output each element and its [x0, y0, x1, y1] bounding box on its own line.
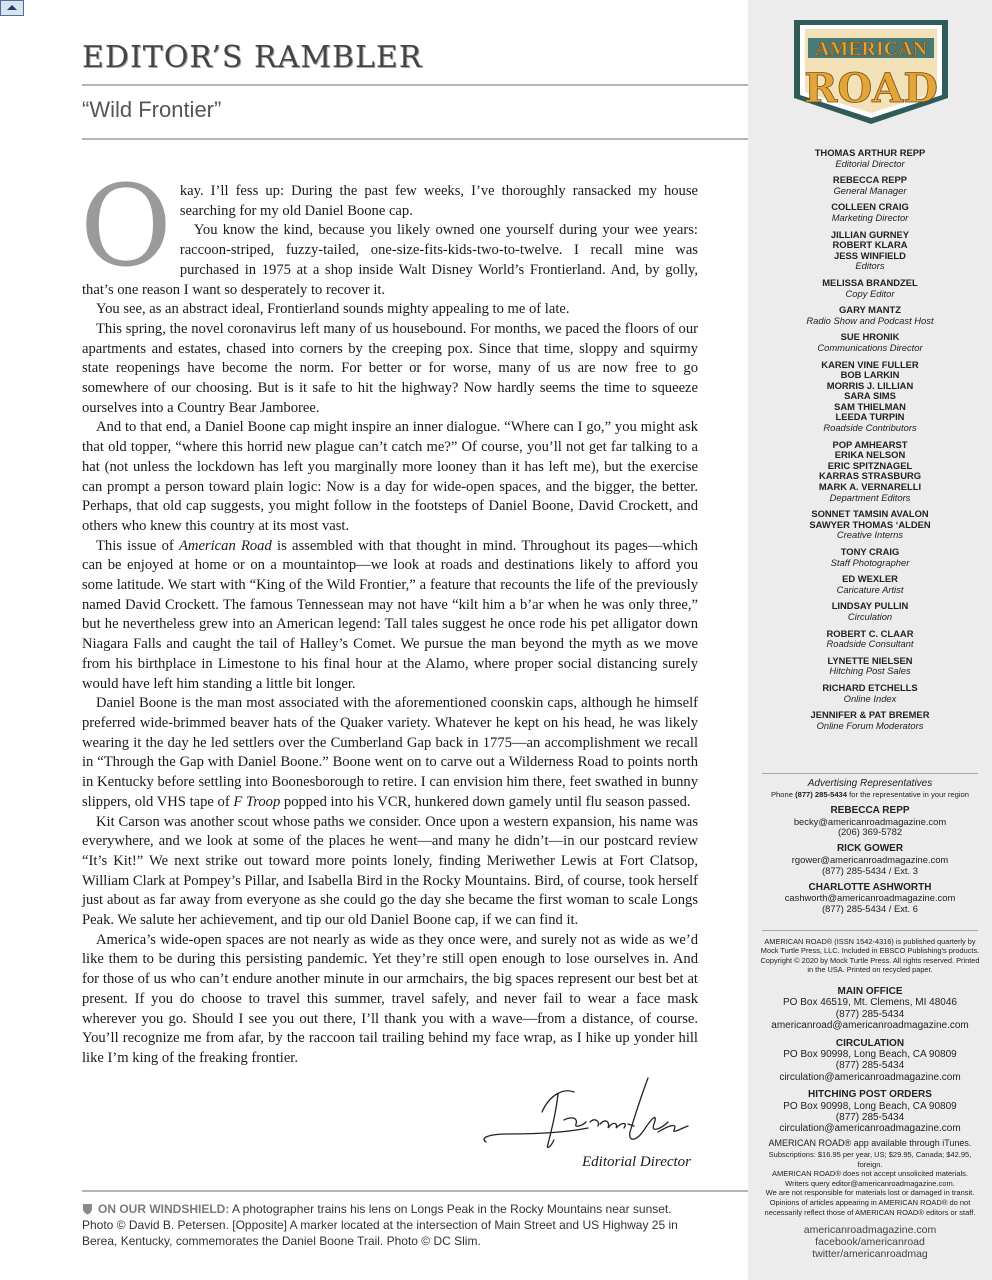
advertising-section — [748, 779, 992, 915]
caption-divider — [82, 1190, 748, 1192]
staff-group — [748, 202, 992, 223]
rep-name: REBECCA REPP — [830, 804, 910, 816]
staff-role: General Manager — [833, 184, 907, 196]
paragraph-5: And to that end, a Daniel Boone cap might inspire an inner dialogue. “Where can I go,” you might ask that old topper, “where this horrid new plague can’t catch me?” Of course, you’ll not get far talking to a hat (not unless the lockdown has left you marginally more looney than it has left me), but the exercise can prompt a person toward plain logic: Now is a day for wide-open spaces, and the bigger, the better. Perhaps, that old cap suggests, you might follow in the footsteps of Daniel Boone, David Crockett, and others who knew this country at its most vast. — [82, 419, 698, 534]
staff-name: MORRIS J. LILLIAN — [826, 379, 914, 391]
signature-role: Editorial Director — [582, 1154, 692, 1170]
fine-print-lines — [756, 1150, 984, 1217]
staff-name: TONY CRAIG — [840, 546, 900, 557]
fine-print-line: We are not responsible for materials lost or damaged in transit. — [765, 1188, 975, 1198]
staff-role: Editorial Director — [835, 157, 905, 169]
staff-group — [748, 683, 992, 704]
rep-name: CHARLOTTE ASHWORTH — [808, 881, 932, 893]
fine-print-line: Writers query editor@americanroadmagazine.com. — [785, 1178, 955, 1188]
staff-name: THOMAS ARTHUR REPP — [814, 147, 926, 158]
staff-group — [748, 656, 992, 677]
drop-cap: O — [80, 162, 172, 292]
staff-name: ED WEXLER — [842, 573, 898, 585]
staff-role: Editors — [855, 260, 885, 272]
article-column — [82, 0, 748, 1280]
fine-print-line: Opinions of articles appearing in AMERICAN ROAD® do not — [769, 1197, 971, 1207]
staff-group — [748, 332, 992, 353]
staff-name: SAM THIELMAN — [834, 400, 906, 412]
advertising-phone-note: Phone (877) 285-5434 for the representative in your region — [770, 789, 969, 799]
office-line: (877) 285-5434 — [835, 1060, 905, 1072]
social-link[interactable]: facebook/americanroad — [815, 1235, 925, 1248]
staff-name: LINDSAY PULLIN — [831, 600, 909, 612]
office-heading: MAIN OFFICE — [837, 986, 903, 997]
staff-name: KARRAS STRASBURG — [818, 470, 922, 482]
signature-image — [478, 1072, 698, 1152]
staff-name: JENNIFER & PAT BREMER — [810, 709, 930, 721]
photo-caption — [82, 1201, 702, 1249]
paragraph-2: You know the kind, because you likely owned one yourself during your wee years: raccoon-striped, fuzzy-tailed, one-size-fits-kids-two-to-twelve. I recall mine was purchased in 1975 at a shop inside Walt Disney World’s Frontierland. And, by golly, that’s one reason I want so desperately to recover it. — [82, 222, 698, 298]
staff-group — [748, 574, 992, 595]
staff-group — [748, 547, 992, 568]
staff-role: Staff Photographer — [830, 556, 910, 568]
staff-group — [748, 360, 992, 434]
staff-name: BOB LARKIN — [840, 369, 900, 381]
office-line: PO Box 90998, Long Beach, CA 90809 — [783, 1100, 957, 1112]
staff-name: RICHARD ETCHELLS — [822, 681, 918, 693]
paragraph-9: America’s wide-open spaces are not nearly as wide as they once were, and surely not as wide as we’d like them to be during this persisting pandemic. Yet they’re still open enough to lose ourselves in. And for those of us who can’t endure another minute in our armchairs, the big spaces represent our best bet at present. If you do choose to travel this summer, travel safely, and never fail to wear a face mask wherever you go. Should I see you out there, I’ll thank you with a wave—from a distance, of course. You’ll recognize me from afar, by the raccoon tail trailing behind my face wrap, as I hike up yonder hill like I’m king of the freaking frontier. — [82, 931, 698, 1066]
rep-email[interactable]: rgower@americanroadmagazine.com — [791, 853, 949, 865]
staff-role: Caricature Artist — [836, 583, 904, 595]
office-group — [748, 986, 992, 1032]
staff-group — [748, 710, 992, 731]
office-heading: HITCHING POST ORDERS — [808, 1089, 932, 1101]
paragraph-1: Okay. I’ll fess up: During the past few weeks, I’ve thoroughly ransacked my house searching for my old Daniel Boone cap. — [80, 162, 698, 292]
sidebar-divider — [762, 930, 978, 931]
staff-role: Circulation — [847, 610, 893, 622]
svg-text:AMERICAN: AMERICAN — [814, 38, 928, 60]
staff-role: Copy Editor — [845, 287, 895, 299]
social-link[interactable]: americanroadmagazine.com — [803, 1224, 937, 1236]
caption-lead: ON OUR WINDSHIELD: — [98, 1202, 230, 1216]
paragraph-8: Kit Carson was another scout whose paths we consider. Once upon a western expansion, his name was everywhere, and we look at some of the places he went—and many he didn’t—in our postcard review “It’s Kit!” We next strike out toward more points lonely, finding Meriwether Lewis at Fort Clatsop, William Clark at Pompey’s Pillar, and Isabella Bird in the Rocky Mountains. Bird, of course, took herself just about as far away from everyone as she could go the day she became the first woman to scale Longs Peak. We salute her achievement, and tip our old Daniel Boone cap, if we can find it. — [82, 813, 698, 929]
social-link[interactable]: twitter/americanroadmag — [812, 1247, 928, 1260]
staff-role: Creative Interns — [836, 529, 904, 541]
rep-phone: (206) 369-5782 — [837, 826, 903, 838]
staff-name: REBECCA REPP — [832, 174, 908, 186]
staff-list — [748, 148, 992, 737]
office-group — [748, 1089, 992, 1135]
office-line: circulation@americanroadmagazine.com — [779, 1123, 961, 1135]
american-road-logo — [786, 16, 956, 128]
staff-group — [748, 230, 992, 272]
subtitle-divider — [82, 138, 748, 140]
article-subtitle: “Wild Frontier” — [82, 97, 222, 122]
staff-name: JESS WINFIELD — [834, 249, 906, 261]
article-body — [80, 162, 698, 1069]
staff-name: GARY MANTZ — [839, 304, 901, 316]
svg-text:ROAD: ROAD — [804, 65, 938, 112]
staff-group — [748, 148, 992, 169]
office-line: PO Box 46519, Mt. Clemens, MI 48046 — [783, 997, 957, 1009]
staff-name: SAWYER THOMAS ‘ALDEN — [809, 518, 931, 530]
office-contacts — [748, 986, 992, 1141]
rep-phone: (877) 285-5434 / Ext. 3 — [822, 864, 918, 876]
staff-group — [748, 629, 992, 650]
rep-phone: (877) 285-5434 / Ext. 6 — [822, 903, 918, 915]
paragraph-4: This spring, the novel coronavirus left many of us housebound. For months, we paced the floors of our apartments and estates, chased into corners by the creeping pox. Since that time, sloppy and squirmy state reopenings have become the norm. For better or for worse, many of us are now free to go somewhere of our choosing. But is it safe to hit the highway? Now hardly seems the time to squeeze ourselves into a Country Bear Jamboree. — [82, 320, 698, 416]
staff-group — [748, 305, 992, 326]
fine-print — [756, 1138, 984, 1217]
staff-name: POP AMHEARST — [832, 438, 908, 450]
staff-name: LEEDA TURPIN — [835, 411, 905, 423]
office-heading: CIRCULATION — [835, 1037, 905, 1049]
caption-text: A photographer trains his lens on Longs Peak in the Rocky Mountains near sunset. Photo © David B. Petersen. [Opposite] A marker located at the intersection of Main Street and US Highway 25 in Berea, Kentucky, commemorates the Daniel Boone Trail. Photo © DC Slim. — [82, 1202, 678, 1248]
rep-name: RICK GOWER — [836, 843, 904, 855]
office-line: (877) 285-5434 — [835, 1008, 905, 1020]
staff-name: ERIC SPITZNAGEL — [827, 459, 913, 471]
advertising-reps — [748, 806, 992, 915]
staff-role: Roadside Contributors — [823, 422, 917, 434]
shield-icon — [82, 1203, 93, 1215]
staff-group — [748, 278, 992, 299]
paragraph-3: You see, as an abstract ideal, Frontierland sounds mighty appealing to me of late. — [96, 301, 570, 318]
office-group — [748, 1038, 992, 1084]
office-line: PO Box 90998, Long Beach, CA 90809 — [783, 1049, 957, 1061]
fine-print-line: Subscriptions: $16.95 per year, US; $29.95, Canada; $42.95, foreign. — [768, 1150, 972, 1169]
staff-name: JILLIAN GURNEY — [830, 228, 910, 240]
office-line: americanroad@americanroadmagazine.com — [771, 1020, 969, 1032]
staff-group — [748, 440, 992, 504]
office-line: circulation@americanroadmagazine.com — [779, 1071, 961, 1083]
masthead-sidebar — [748, 0, 992, 1280]
scroll-up-button[interactable] — [0, 0, 24, 16]
title-divider — [82, 84, 748, 86]
staff-name: MELISSA BRANDZEL — [822, 276, 918, 288]
fine-print-line: necessarily reflect those of AMERICAN ROAD® editors or staff. — [764, 1207, 976, 1217]
staff-name: COLLEEN CRAIG — [831, 201, 909, 213]
app-availability: AMERICAN ROAD® app available through iTunes. — [768, 1138, 972, 1148]
staff-role: Hitching Post Sales — [829, 665, 911, 677]
staff-name: LYNETTE NIELSEN — [827, 654, 913, 666]
staff-name: MARK A. VERNARELLI — [818, 481, 922, 493]
staff-role: Department Editors — [829, 491, 911, 503]
staff-name: ROBERT C. CLAAR — [826, 627, 914, 639]
staff-role: Online Forum Moderators — [816, 719, 924, 731]
social-links — [748, 1225, 992, 1260]
paragraph-6: This issue of American Road is assembled with that thought in mind. Throughout its pages—which can be enjoyed at home or on a mountaintop—we look at roads and destinations likely to afford you some latitude. We start with “King of the Wild Frontier,” a feature that recounts the life of the previously named David Crockett. The famous Tennessean may not have “kilt him a b’ar when he was only three,” but he nevertheless grew into an American legend: Tall tales suggest he once rode his pet alligator down Niagara Falls and caught the tail of Halley’s Comet. We pursue the man beyond the myth as we move from his birthplace in Limestone to his final hour at the Alamo, where proper social distancing surely would have left him standing a little bit longer. — [82, 537, 698, 692]
legal-notice: AMERICAN ROAD® (ISSN 1542-4316) is published quarterly by Mock Turtle Press, LLC. Included in EBSCO Publishing’s products. Copyright © 2020 by Mock Turtle Press. All rights reserved. Printed in the USA. Printed on recycled paper. — [760, 937, 980, 975]
staff-group — [748, 601, 992, 622]
staff-name: KAREN VINE FULLER — [821, 358, 919, 370]
rep-email[interactable]: cashworth@americanroadmagazine.com — [784, 892, 956, 904]
staff-group — [748, 509, 992, 541]
staff-role: Communications Director — [817, 341, 923, 353]
rep-email[interactable]: becky@americanroadmagazine.com — [793, 815, 947, 827]
staff-name: SUE HRONIK — [840, 331, 900, 343]
sidebar-divider — [762, 773, 978, 774]
fine-print-line: AMERICAN ROAD® does not accept unsolicited materials. — [771, 1169, 969, 1179]
page-title: EDITOR’S RAMBLER — [82, 40, 423, 75]
paragraph-7: Daniel Boone is the man most associated with the aforementioned coonskin caps, although he himself preferred wide-brimmed beaver hats of the Quaker variety. Whatever he kept on his head, he was likely wearing it the day he led settlers over the Cumberland Gap back in 1775—an accomplishment we recall in “Through the Gap with Daniel Boone.” Boone went on to carve out a Wilderness Road to points north in Kentucky before settling into Boonesborough to retire. I can envision him there, feet swathed in bunny slippers, old VHS tape of F Troop popped into his VCR, hunkered down gamely until flu season passed. — [82, 695, 698, 810]
up-arrow-icon — [1, 1, 23, 15]
staff-name: ROBERT KLARA — [832, 239, 908, 251]
staff-role: Marketing Director — [831, 211, 909, 223]
staff-role: Radio Show and Podcast Host — [806, 314, 934, 326]
staff-name: ERIKA NELSON — [834, 449, 906, 461]
staff-role: Online Index — [843, 692, 897, 704]
office-line: (877) 285-5434 — [835, 1112, 905, 1124]
staff-name: SONNET TAMSIN AVALON — [811, 508, 929, 520]
staff-name: SARA SIMS — [844, 390, 896, 402]
advertising-heading: Advertising Representatives — [807, 778, 933, 789]
staff-group — [748, 175, 992, 196]
staff-role: Roadside Consultant — [826, 638, 914, 650]
